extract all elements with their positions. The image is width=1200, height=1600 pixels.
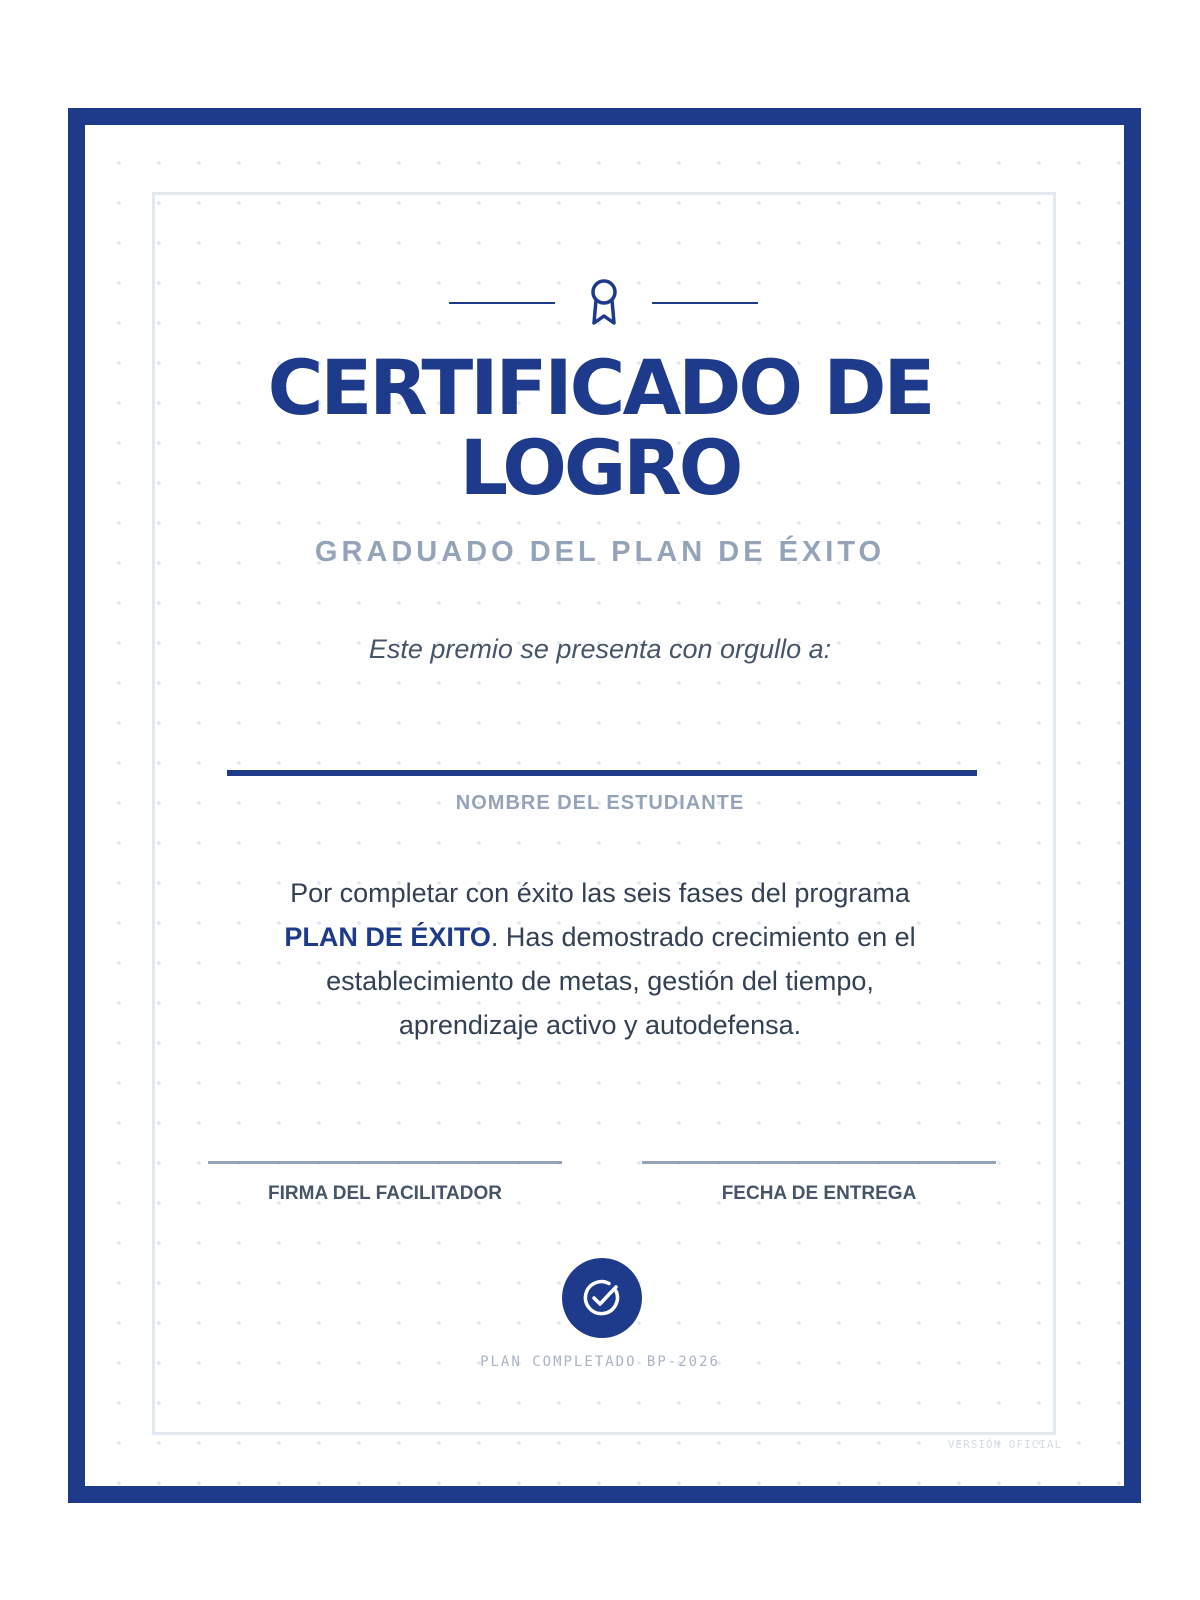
body-text-part-1: Por completar con éxito las seis fases del programa [290, 878, 910, 908]
certificate-subtitle: GRADUADO DEL PLAN DE ÉXITO [314, 536, 886, 568]
student-name-line [227, 770, 977, 776]
seal-code-text: PLAN COMPLETADO BP-2026 [480, 1354, 720, 1370]
facilitator-signature-label: FIRMA DEL FACILITADOR [268, 1183, 502, 1204]
facilitator-signature-line [208, 1161, 562, 1164]
version-label: VERSIÓN OFICIAL [947, 1438, 1063, 1451]
delivery-date-line [642, 1161, 996, 1164]
delivery-date-label: FECHA DE ENTREGA [721, 1183, 917, 1204]
completion-seal [562, 1258, 642, 1338]
presented-to-text: Este premio se presenta con orgullo a: [368, 634, 832, 664]
header-ornament [0, 275, 1200, 329]
award-ribbon-icon [586, 277, 622, 329]
ornament-line-left [449, 302, 555, 304]
student-name-label: NOMBRE DEL ESTUDIANTE [455, 792, 745, 814]
ornament-line-right [652, 302, 758, 304]
title-line-2: LOGRO [459, 423, 741, 512]
title-line-1: CERTIFICADO DE [267, 343, 933, 432]
certificate-body-text [260, 871, 940, 1047]
check-circle-icon [580, 1276, 624, 1320]
body-text-part-2: . Has demostrado crecimiento en el establecimiento de metas, gestión del tiempo, aprendizaje activo y autodefensa. [326, 922, 916, 1040]
program-name: PLAN DE ÉXITO [284, 922, 491, 952]
certificate-title [0, 343, 1200, 512]
